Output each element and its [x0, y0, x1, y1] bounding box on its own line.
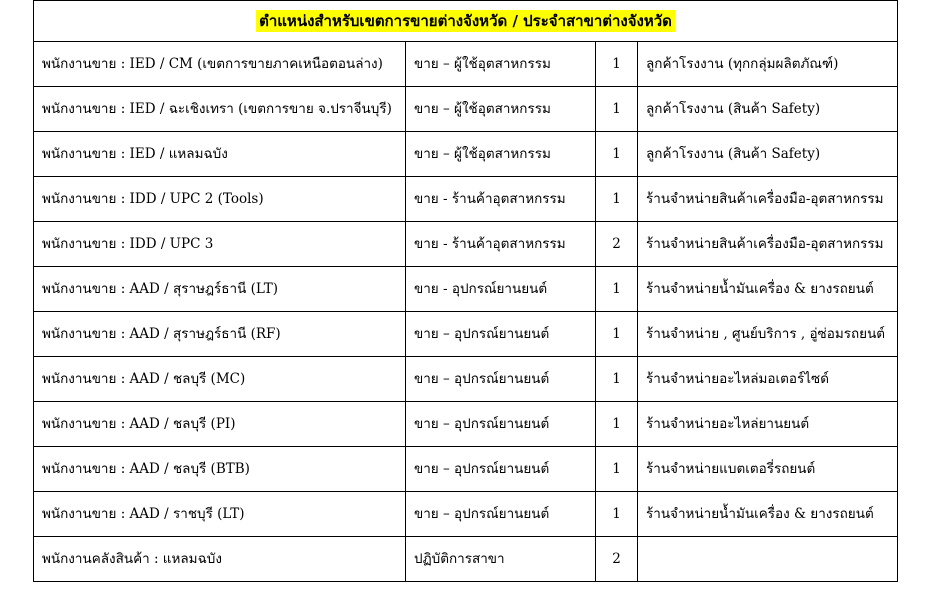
table-row — [34, 402, 898, 447]
quantity-cell: 1 — [596, 87, 638, 132]
position-cell: พนักงานขาย : IDD / UPC 3 — [34, 222, 406, 267]
quantity-cell: 1 — [596, 177, 638, 222]
position-cell: พนักงานขาย : AAD / สุราษฎร์ธานี (LT) — [34, 267, 406, 312]
table-row — [34, 222, 898, 267]
quantity-cell: 1 — [596, 402, 638, 447]
quantity-cell: 1 — [596, 132, 638, 177]
department-cell: ขาย – ผู้ใช้อุตสาหกรรม — [406, 132, 596, 177]
customer-type-cell: ร้านจำหน่ายสินค้าเครื่องมือ-อุตสาหกรรม — [638, 177, 898, 222]
position-cell: พนักงานคลังสินค้า : แหลมฉบัง — [34, 537, 406, 582]
position-cell: พนักงานขาย : AAD / ราชบุรี (LT) — [34, 492, 406, 537]
customer-type-cell — [638, 537, 898, 582]
quantity-cell: 1 — [596, 267, 638, 312]
department-cell: ขาย – ผู้ใช้อุตสาหกรรม — [406, 42, 596, 87]
department-cell: ขาย - อุปกรณ์ยานยนต์ — [406, 267, 596, 312]
customer-type-cell: ร้านจำหน่ายน้ำมันเครื่อง & ยางรถยนต์ — [638, 267, 898, 312]
customer-type-cell: ร้านจำหน่าย , ศูนย์บริการ , อู่ซ่อมรถยนต์ — [638, 312, 898, 357]
table-row — [34, 312, 898, 357]
table-row — [34, 447, 898, 492]
quantity-cell: 2 — [596, 537, 638, 582]
table-row — [34, 132, 898, 177]
job-positions-sheet — [33, 0, 897, 582]
table-row — [34, 87, 898, 132]
customer-type-cell: ลูกค้าโรงงาน (สินค้า Safety) — [638, 132, 898, 177]
position-cell: พนักงานขาย : AAD / ชลบุรี (PI) — [34, 402, 406, 447]
position-cell: พนักงานขาย : AAD / ชลบุรี (BTB) — [34, 447, 406, 492]
customer-type-cell: ร้านจำหน่ายน้ำมันเครื่อง & ยางรถยนต์ — [638, 492, 898, 537]
quantity-cell: 1 — [596, 447, 638, 492]
department-cell: ขาย – อุปกรณ์ยานยนต์ — [406, 402, 596, 447]
table-row — [34, 357, 898, 402]
position-cell: พนักงานขาย : IED / แหลมฉบัง — [34, 132, 406, 177]
quantity-cell: 2 — [596, 222, 638, 267]
department-cell: ขาย - ร้านค้าอุตสาหกรรม — [406, 222, 596, 267]
department-cell: ขาย - ร้านค้าอุตสาหกรรม — [406, 177, 596, 222]
table-row — [34, 537, 898, 582]
table-header-cell — [34, 1, 898, 42]
customer-type-cell: ร้านจำหน่ายอะไหล่ยานยนต์ — [638, 402, 898, 447]
customer-type-cell: ลูกค้าโรงงาน (สินค้า Safety) — [638, 87, 898, 132]
department-cell: ขาย – อุปกรณ์ยานยนต์ — [406, 492, 596, 537]
quantity-cell: 1 — [596, 492, 638, 537]
table-row — [34, 492, 898, 537]
table-row — [34, 177, 898, 222]
customer-type-cell: ร้านจำหน่ายแบตเตอรี่รถยนต์ — [638, 447, 898, 492]
position-cell: พนักงานขาย : IDD / UPC 2 (Tools) — [34, 177, 406, 222]
quantity-cell: 1 — [596, 357, 638, 402]
department-cell: ขาย – ผู้ใช้อุตสาหกรรม — [406, 87, 596, 132]
job-positions-table — [33, 0, 898, 582]
customer-type-cell: ลูกค้าโรงงาน (ทุกกลุ่มผลิตภัณฑ์) — [638, 42, 898, 87]
position-cell: พนักงานขาย : AAD / ชลบุรี (MC) — [34, 357, 406, 402]
position-cell: พนักงานขาย : IED / CM (เขตการขายภาคเหนือตอนล่าง) — [34, 42, 406, 87]
department-cell: ขาย – อุปกรณ์ยานยนต์ — [406, 312, 596, 357]
department-cell: ขาย – อุปกรณ์ยานยนต์ — [406, 357, 596, 402]
position-cell: พนักงานขาย : AAD / สุราษฎร์ธานี (RF) — [34, 312, 406, 357]
department-cell: ปฏิบัติการสาขา — [406, 537, 596, 582]
customer-type-cell: ร้านจำหน่ายอะไหล่มอเตอร์ไซด์ — [638, 357, 898, 402]
table-title: ตำแหน่งสำหรับเขตการขายต่างจังหวัด / ประจำสาขาต่างจังหวัด — [256, 10, 675, 32]
department-cell: ขาย – อุปกรณ์ยานยนต์ — [406, 447, 596, 492]
quantity-cell: 1 — [596, 312, 638, 357]
table-row — [34, 267, 898, 312]
table-header-row — [34, 1, 898, 42]
quantity-cell: 1 — [596, 42, 638, 87]
customer-type-cell: ร้านจำหน่ายสินค้าเครื่องมือ-อุตสาหกรรม — [638, 222, 898, 267]
table-row — [34, 42, 898, 87]
position-cell: พนักงานขาย : IED / ฉะเชิงเทรา (เขตการขาย จ.ปราจีนบุรี) — [34, 87, 406, 132]
